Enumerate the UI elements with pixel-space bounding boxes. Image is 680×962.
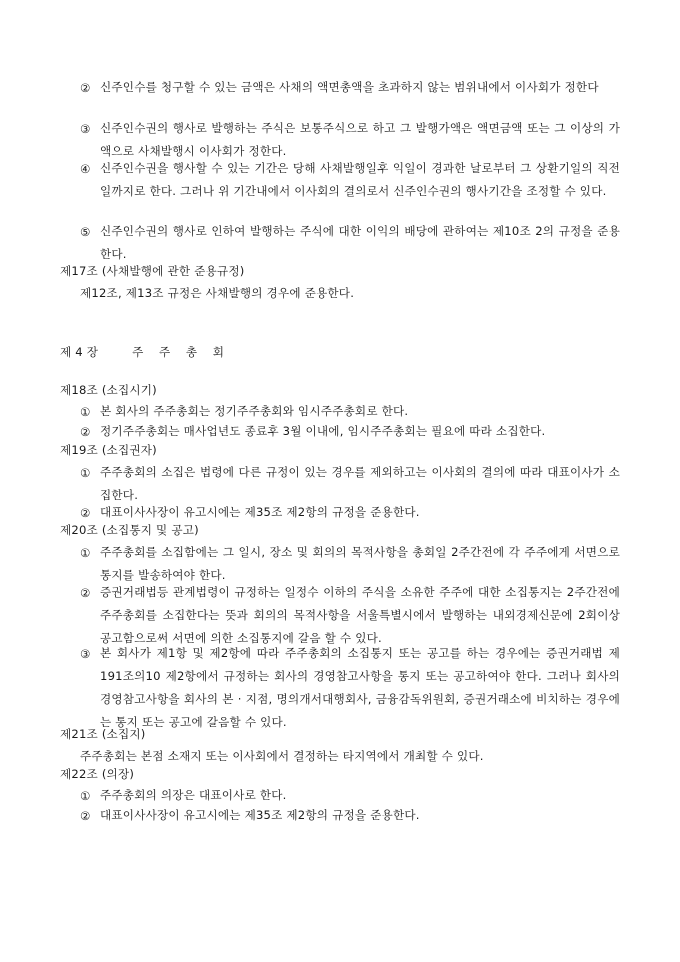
article-17-heading: 제17조 (사채발행에 관한 준용규정) <box>60 264 245 278</box>
article-20-heading: 제20조 (소집통지 및 공고) <box>60 523 199 537</box>
item-number: ② <box>80 809 91 823</box>
chapter-title: 주 주 총 회 <box>132 345 231 359</box>
item-number: ④ <box>80 162 91 176</box>
item-number: ② <box>80 586 91 600</box>
article-17-text: 제12조, 제13조 규정은 사채발행의 경우에 준용한다. <box>80 286 355 300</box>
item-number: ① <box>80 789 91 803</box>
item-number: ③ <box>80 122 91 136</box>
item-number: ⑤ <box>80 225 91 239</box>
article-18-heading: 제18조 (소집시기) <box>60 383 157 397</box>
item-text: 증권거래법등 관계법령이 규정하는 일정수 이하의 주식을 소유한 주주에 대한 소집통지는 2주간전에 주주총회를 소집한다는 뜻과 회의의 목적사항을 서울특별시에서 발행하는 내외경제신문에 2회이상 공고함으로써 서면에 의한 소집통지에 갈음 할 수 있다. <box>100 585 620 645</box>
article-19-heading: 제19조 (소집권자) <box>60 443 157 457</box>
item-text: 본 회사의 주주총회는 정기주주총회와 임시주주총회로 한다. <box>100 404 409 418</box>
item-text: 신주인수권의 행사로 인하여 발행하는 주식에 대한 이익의 배당에 관하여는 제10조 2의 규정을 준용한다. <box>100 224 620 261</box>
article-22-heading: 제22조 (의장) <box>60 767 135 781</box>
item-text: 본 회사가 제1항 및 제2항에 따라 주주총회의 소집통지 또는 공고를 하는 경우에는 증권거래법 제191조의10 제2항에서 규정하는 회사의 경영참고사항을 통지 또는 공고하여야 한다. 그러나 회사의 경영참고사항을 회사의 본 · 지점, 명의개서대행회사, 금융감독위원회, 증권거래소에 비치하는 경우에는 통지 또는 공고에 갈음할 수 있다. <box>100 646 620 729</box>
item-number: ① <box>80 546 91 560</box>
item-text: 신주인수권을 행사할 수 있는 기간은 당해 사채발행일후 익일이 경과한 날로부터 그 상환기일의 직전일까지로 한다. 그러나 위 기간내에서 이사회의 결의로서 신주인수권의 행사기간을 조정할 수 있다. <box>100 161 620 198</box>
item-number: ② <box>80 506 91 520</box>
item-text: 신주인수권의 행사로 발행하는 주식은 보통주식으로 하고 그 발행가액은 액면금액 또는 그 이상의 가액으로 사채발행시 이사회가 정한다. <box>100 121 620 158</box>
item-number: ① <box>80 405 91 419</box>
item-number: ① <box>80 466 91 480</box>
article-21-text: 주주총회는 본점 소재지 또는 이사회에서 결정하는 타지역에서 개최할 수 있다. <box>80 749 484 763</box>
item-text: 신주인수를 청구할 수 있는 금액은 사채의 액면총액을 초과하지 않는 범위내에서 이사회가 정한다 <box>100 80 599 94</box>
chapter-number: 제 4 장 <box>60 345 99 359</box>
item-text: 주주총회의 의장은 대표이사로 한다. <box>100 788 287 802</box>
item-text: 대표이사사장이 유고시에는 제35조 제2항의 규정을 준용한다. <box>100 505 420 519</box>
chapter-heading <box>60 344 230 360</box>
item-number: ② <box>80 425 91 439</box>
item-number: ③ <box>80 647 91 661</box>
item-text: 대표이사사장이 유고시에는 제35조 제2항의 규정을 준용한다. <box>100 808 420 822</box>
article-21-heading: 제21조 (소집지) <box>60 727 146 741</box>
item-text: 정기주주총회는 매사업년도 종료후 3월 이내에, 임시주주총회는 필요에 따라 소집한다. <box>100 424 546 438</box>
item-number: ② <box>80 81 91 95</box>
item-text: 주주총회를 소집함에는 그 일시, 장소 및 회의의 목적사항을 총회일 2주간전에 각 주주에게 서면으로 통지를 발송하여야 한다. <box>100 545 620 582</box>
item-text: 주주총회의 소집은 법령에 다른 규정이 있는 경우를 제외하고는 이사회의 결의에 따라 대표이사가 소집한다. <box>100 465 620 502</box>
